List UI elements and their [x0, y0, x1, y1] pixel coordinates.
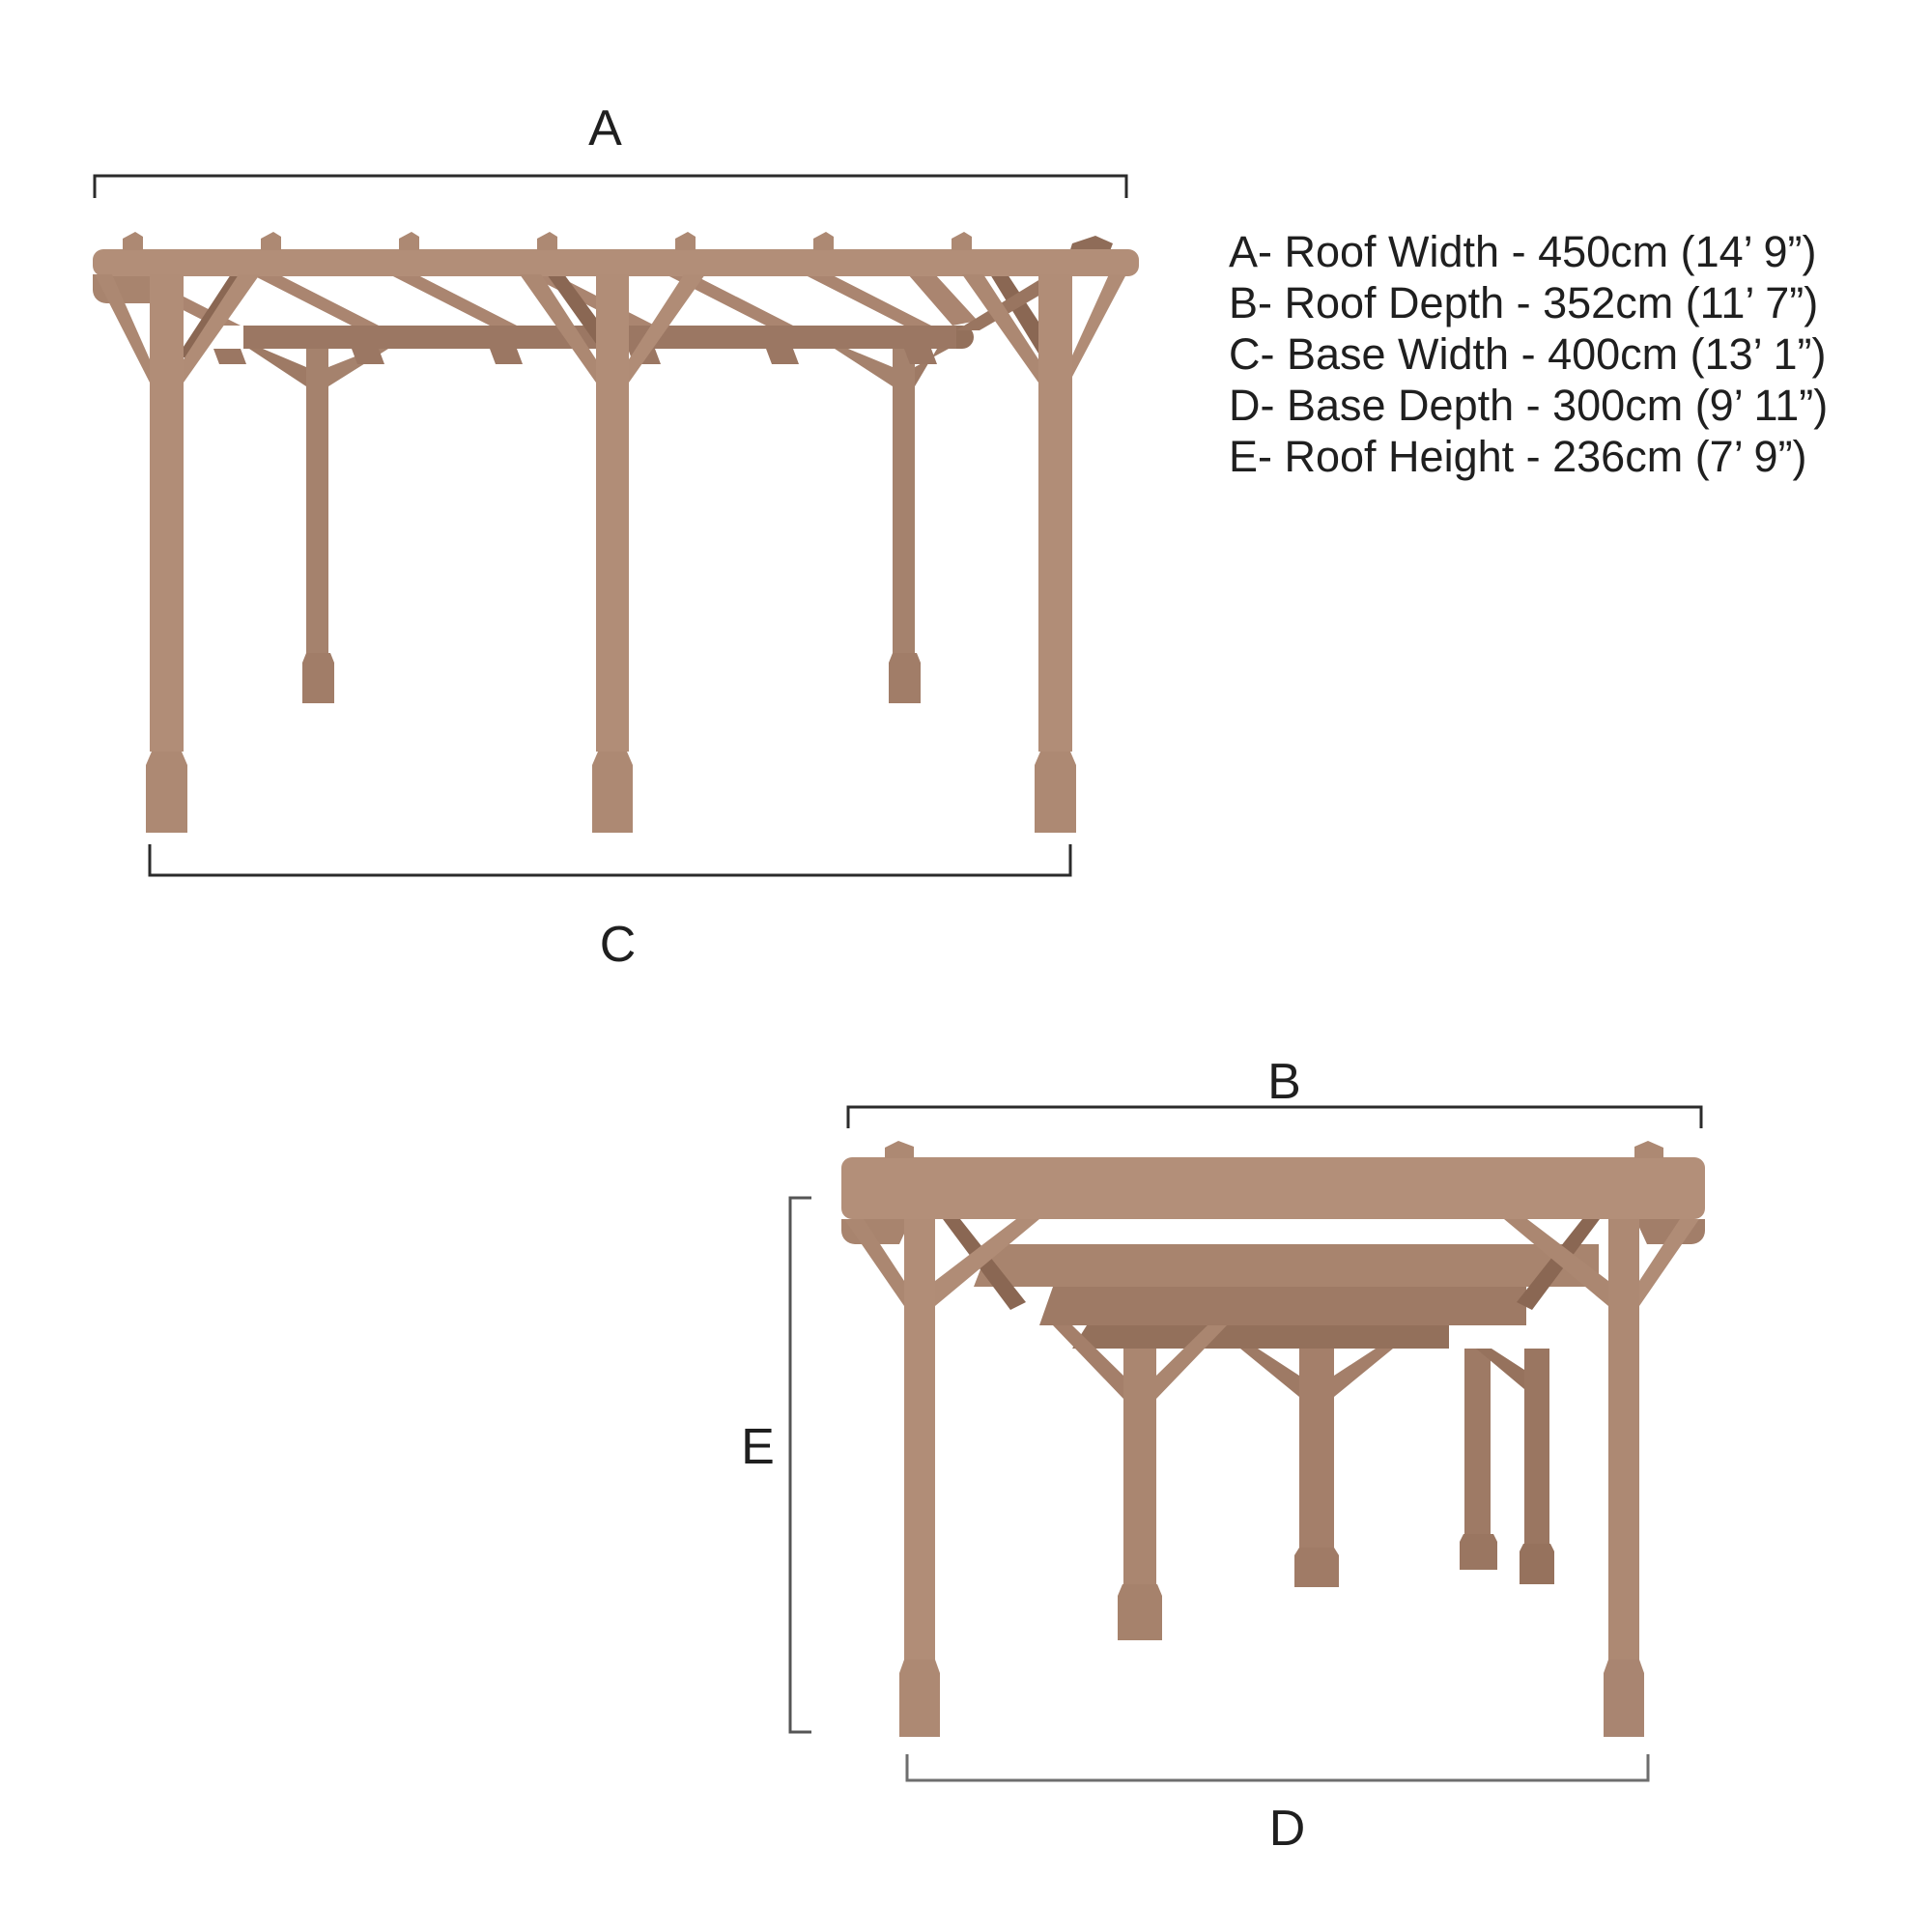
legend-item-roof-height: E- Roof Height - 236cm (7’ 9”)	[1229, 432, 1807, 481]
dim-label-e: E	[741, 1419, 776, 1475]
roof-slat-3	[1072, 1325, 1449, 1349]
front-post-left	[146, 274, 187, 833]
dimension-line-a	[95, 176, 1126, 198]
legend-item-roof-width: A- Roof Width - 450cm (14’ 9”)	[1229, 227, 1817, 276]
inner-post-2	[1294, 1349, 1339, 1587]
rear-post-right	[835, 349, 949, 703]
dim-label-b: B	[1267, 1054, 1302, 1110]
front-post-center	[592, 274, 633, 833]
dimension-line-e	[790, 1198, 811, 1732]
dimension-line-c	[150, 844, 1070, 875]
front-post-right	[1035, 274, 1076, 833]
side-rafter-tabs	[885, 1141, 1663, 1158]
legend-item-base-width: C- Base Width - 400cm (13’ 1”)	[1229, 329, 1827, 379]
front-beam	[93, 249, 1139, 276]
pergola-front-view	[93, 176, 1139, 875]
inner-post-4	[1520, 1349, 1554, 1584]
dim-label-a: A	[588, 100, 623, 156]
dimension-line-d	[907, 1754, 1648, 1780]
dim-label-c: C	[599, 917, 638, 973]
dim-label-d: D	[1268, 1801, 1307, 1857]
rafter-tabs	[123, 232, 972, 250]
side-beam	[841, 1157, 1705, 1219]
roof-slat-1	[974, 1244, 1599, 1287]
side-post-right	[1604, 1219, 1644, 1737]
inner-post-3	[1460, 1349, 1497, 1570]
dimension-legend	[1229, 226, 1828, 482]
legend-item-roof-depth: B- Roof Depth - 352cm (11’ 7”)	[1229, 278, 1819, 327]
legend-item-base-depth: D- Base Depth - 300cm (9’ 11”)	[1229, 381, 1829, 430]
dimension-line-b	[848, 1107, 1701, 1128]
side-post-left	[899, 1219, 940, 1737]
pergola-side-view	[790, 1107, 1705, 1780]
roof-slat-2	[1039, 1287, 1526, 1325]
inner-post-1	[1118, 1349, 1162, 1640]
rear-post-left	[249, 349, 388, 703]
